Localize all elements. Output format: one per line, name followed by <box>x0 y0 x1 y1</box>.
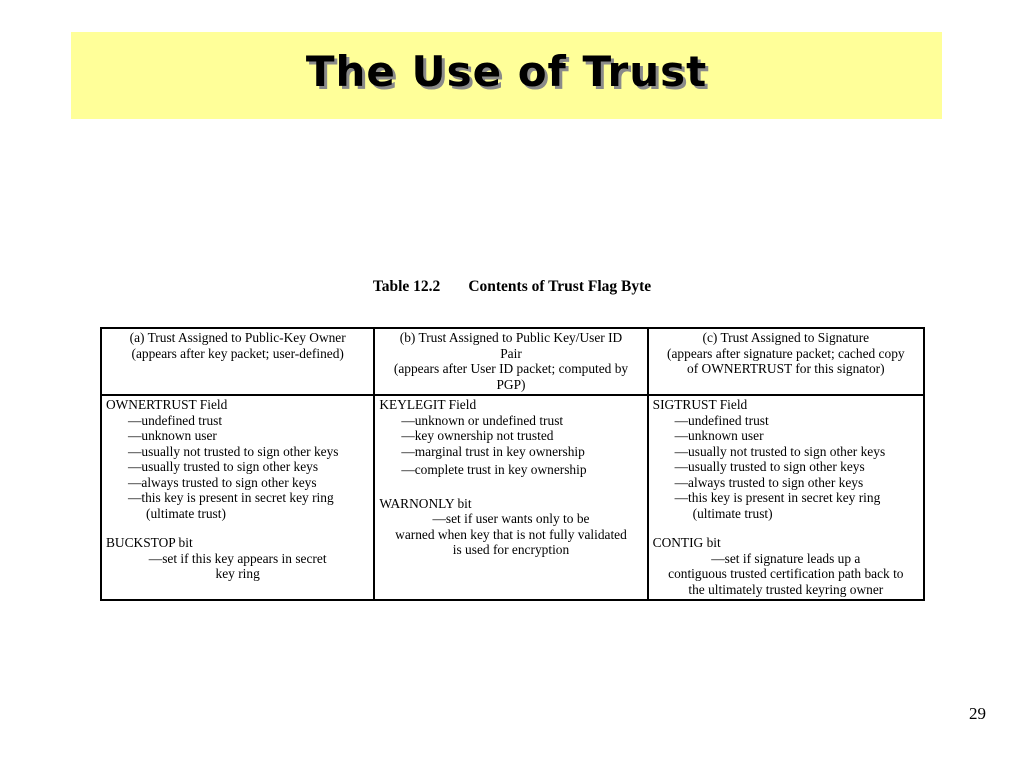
bit-description-line: —set if this key appears in secret <box>148 550 327 566</box>
header-cell-owner <box>101 328 374 395</box>
list-item: —key ownership not trusted <box>401 428 554 443</box>
field-name: OWNERTRUST Field <box>106 397 228 412</box>
header-line: (appears after User ID packet; computed by <box>393 361 629 376</box>
bit-name: BUCKSTOP bit <box>106 535 193 550</box>
bit-description-line: is used for encryption <box>452 542 570 557</box>
list-item: —always trusted to sign other keys <box>674 474 864 490</box>
bit-description-line: contiguous trusted certification path back to <box>668 566 904 581</box>
list-item: —this key is present in secret key ring <box>674 490 881 505</box>
header-line: (b) Trust Assigned to Public Key/User ID <box>399 330 623 345</box>
field-name: KEYLEGIT Field <box>379 397 477 412</box>
list-item: —usually trusted to sign other keys <box>674 459 865 474</box>
list-item: —undefined trust <box>128 412 223 428</box>
sigtrust-cell <box>648 395 924 600</box>
slide-title: The Use of Trust <box>305 47 708 96</box>
bit-description-line: warned when key that is not fully validated <box>395 526 627 542</box>
header-cell-keypair <box>374 328 647 395</box>
list-item: —undefined trust <box>674 412 769 428</box>
bit-description-line: —set if signature leads up a <box>711 550 861 566</box>
bit-name: CONTIG bit <box>652 535 721 550</box>
list-item-continuation: (ultimate trust) <box>146 505 226 521</box>
table-header-row <box>101 328 924 395</box>
list-item: —complete trust in key ownership <box>401 462 587 477</box>
table-caption <box>0 278 1024 296</box>
list-item: —this key is present in secret key ring <box>128 490 334 505</box>
header-cell-signature <box>648 328 924 395</box>
list-item: —usually not trusted to sign other keys <box>128 443 339 459</box>
list-item: —unknown user <box>128 428 217 443</box>
bit-description-line: key ring <box>215 566 260 581</box>
field-name: SIGTRUST Field <box>652 397 748 412</box>
list-item: —unknown or undefined trust <box>401 412 564 428</box>
bit-description-line: the ultimately trusted keyring owner <box>688 581 884 597</box>
header-line: (c) Trust Assigned to Signature <box>702 330 870 345</box>
header-line: PGP) <box>496 376 526 392</box>
bit-description-line: —set if user wants only to be <box>432 511 590 526</box>
header-line: (appears after key packet; user-defined) <box>131 345 344 361</box>
table-body-row <box>101 395 924 600</box>
ownertrust-cell <box>101 395 374 600</box>
title-banner <box>71 32 942 119</box>
bit-name: WARNONLY bit <box>379 495 472 511</box>
page-number: 29 <box>969 704 986 723</box>
list-item: —usually not trusted to sign other keys <box>674 443 886 459</box>
header-line: of OWNERTRUST for this signator) <box>687 361 885 376</box>
header-line: Pair <box>500 345 522 361</box>
list-item: —always trusted to sign other keys <box>128 474 317 490</box>
keylegit-cell <box>374 395 647 600</box>
header-line: (a) Trust Assigned to Public-Key Owner <box>129 330 346 345</box>
header-line: (appears after signature packet; cached copy <box>667 345 905 361</box>
list-item: —usually trusted to sign other keys <box>128 459 319 474</box>
table-title: Contents of Trust Flag Byte <box>468 278 652 295</box>
table-number: Table 12.2 <box>372 278 441 295</box>
list-item: —unknown user <box>674 428 764 443</box>
list-item: —marginal trust in key ownership <box>401 443 585 459</box>
trust-flag-table <box>100 327 925 601</box>
list-item-continuation: (ultimate trust) <box>692 505 773 521</box>
